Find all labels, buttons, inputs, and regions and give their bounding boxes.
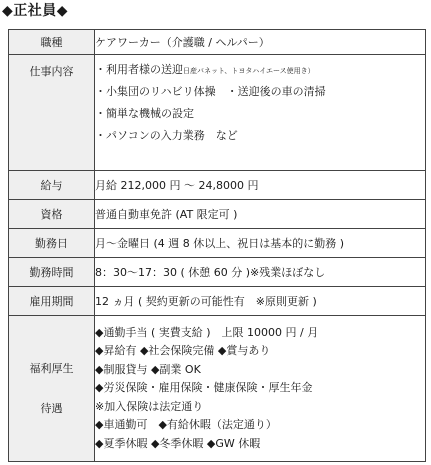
label-benefits (9, 316, 95, 462)
benefit-item: ◆労災保険・雇用保険・健康保険・厚生年金 (95, 381, 313, 395)
value-duties (95, 55, 426, 171)
value-hours: 8：30～17：30 ( 休憩 60 分 )※残業ほぼなし (95, 258, 426, 287)
label-benefits-line-2: 待遇 (40, 401, 63, 415)
duty-line-1-main: ・利用者様の送迎 (95, 63, 183, 76)
table-row (9, 55, 426, 171)
job-details-table (8, 29, 426, 462)
duty-line-2: ・小集団のリハビリ体操 ・送迎後の車の清掃 (95, 85, 326, 98)
value-period: 12 ヵ月 ( 契約更新の可能性有 ※原則更新 ) (95, 287, 426, 316)
benefit-item: ◆車通勤可 ◆有給休暇（法定通り） (95, 418, 277, 432)
label-period: 雇用期間 (9, 287, 95, 316)
label-job-type: 職種 (9, 30, 95, 55)
table-row (9, 229, 426, 258)
value-salary: 月給 212,000 円 ～ 24,8000 円 (95, 171, 426, 200)
benefit-item: ◆夏季休暇 ◆冬季休暇 ◆GW 休暇 (95, 436, 261, 450)
label-license: 資格 (9, 200, 95, 229)
label-salary: 給与 (9, 171, 95, 200)
table-row (9, 258, 426, 287)
label-duties: 仕事内容 (9, 55, 95, 171)
table-row (9, 316, 426, 462)
label-workdays: 勤務日 (9, 229, 95, 258)
benefit-item: ◆制服貸与 ◆副業 OK (95, 362, 201, 376)
benefit-item: ◆通勤手当 ( 実費支給 ) 上限 10000 円 / 月 (95, 325, 319, 339)
value-workdays: 月～金曜日 (4 週 8 休以上、祝日は基本的に勤務 ) (95, 229, 426, 258)
table-row (9, 30, 426, 55)
duty-line-1 (95, 59, 425, 81)
duty-line-4: ・パソコンの入力業務 など (95, 129, 238, 142)
value-job-type: ケアワーカー（介護職 / ヘルパー） (95, 30, 426, 55)
benefit-item: ※加入保険は法定通り (95, 399, 204, 413)
benefit-item: ◆昇給有 ◆社会保険完備 ◆賞与あり (95, 344, 271, 358)
page-title: ◆正社員◆ (2, 3, 69, 19)
duty-line-3: ・簡単な機械の設定 (95, 107, 194, 120)
table-row (9, 171, 426, 200)
value-license: 普通自動車免許 (AT 限定可 ) (95, 200, 426, 229)
label-hours: 勤務時間 (9, 258, 95, 287)
table-row (9, 287, 426, 316)
table-row (9, 200, 426, 229)
value-benefits (95, 316, 426, 462)
duty-line-1-note: 日産バネット、トヨタハイエース使用き） (183, 67, 315, 75)
label-benefits-line-1: 福利厚生 (29, 361, 74, 375)
